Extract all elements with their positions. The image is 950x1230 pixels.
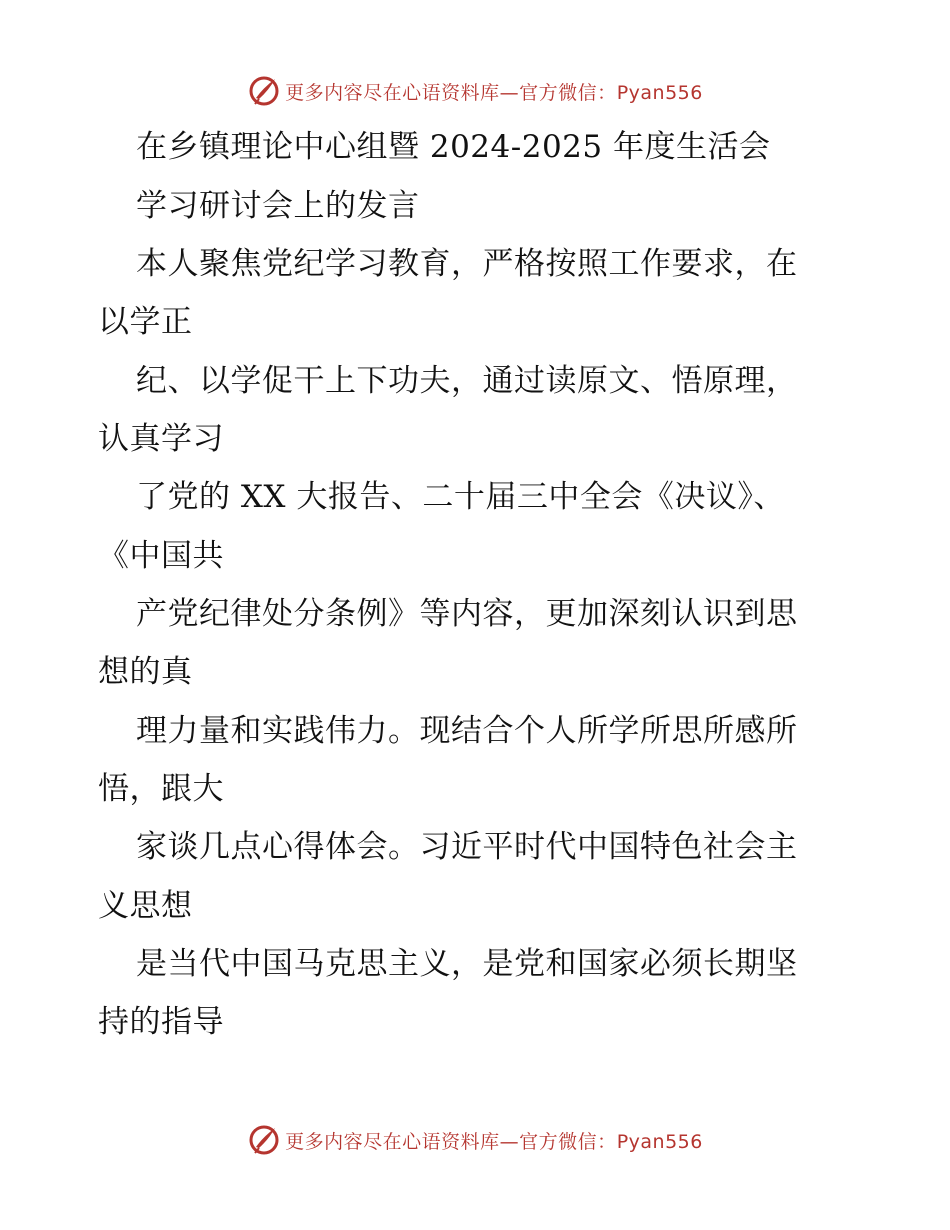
footer-slogan: 更多内容尽在心语资料库 — [285, 1130, 500, 1153]
header-slogan: 更多内容尽在心语资料库 — [285, 81, 500, 104]
header-official-label: 官方微信： — [519, 81, 617, 104]
footer-account: Pyan556 — [616, 1130, 703, 1153]
doc-line: 悟，跟大 — [98, 771, 224, 807]
doc-line: 持的指导 — [98, 1004, 224, 1040]
doc-line: 是当代中国马克思主义，是党和国家必须长期坚 — [136, 946, 798, 982]
doc-line: 义思想 — [98, 888, 193, 924]
header-banner — [0, 71, 950, 111]
doc-line: 家谈几点心得体会。习近平时代中国特色社会主 — [136, 829, 798, 865]
doc-line: 纪、以学促干上下功夫，通过读原文、悟原理， — [136, 363, 798, 399]
doc-line: 理力量和实践伟力。现结合个人所学所思所感所 — [136, 713, 798, 749]
doc-line: 《中国共 — [98, 538, 224, 574]
doc-line: 产党纪律处分条例》等内容，更加深刻认识到思 — [136, 596, 798, 632]
doc-line: 本人聚焦党纪学习教育，严格按照工作要求，在 — [136, 246, 798, 282]
header-dash: — — [499, 81, 520, 104]
doc-line: 想的真 — [98, 654, 193, 690]
doc-title-line-1: 在乡镇理论中心组暨 2024-2025 年度生活会 — [136, 129, 771, 165]
doc-line: 以学正 — [98, 304, 193, 340]
footer-dash: — — [499, 1130, 520, 1153]
footer-banner-text — [285, 1127, 703, 1154]
header-banner-text — [285, 78, 703, 105]
header-account: Pyan556 — [616, 81, 703, 104]
footer-banner — [0, 1120, 950, 1160]
footer-official-label: 官方微信： — [519, 1130, 617, 1153]
doc-line: 认真学习 — [98, 421, 224, 457]
quill-pen-seal-icon — [247, 74, 281, 108]
doc-line: 了党的 XX 大报告、二十届三中全会《决议》、 — [136, 479, 785, 515]
quill-pen-seal-icon — [247, 1123, 281, 1157]
doc-title-line-2: 学习研讨会上的发言 — [136, 188, 420, 224]
